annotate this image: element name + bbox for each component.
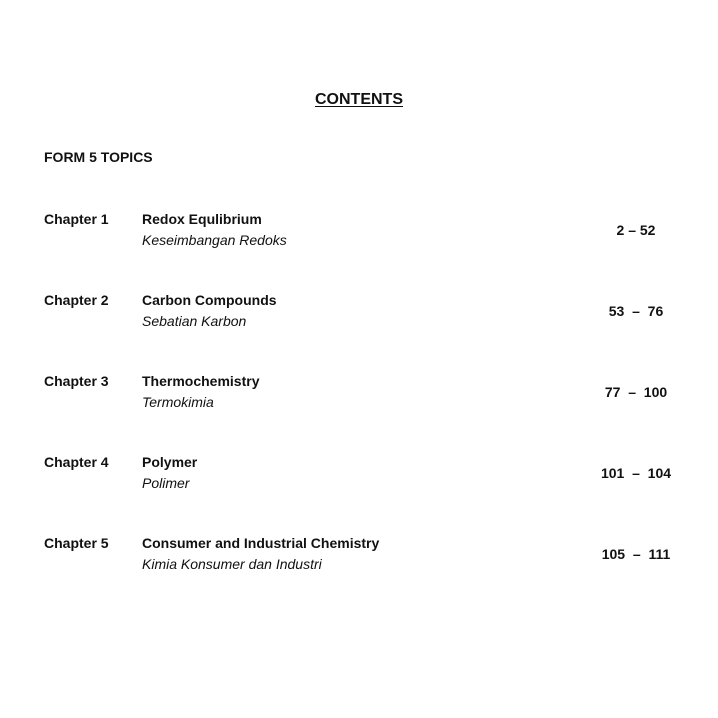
chapter-title-malay: Keseimbangan Redoks xyxy=(142,232,287,248)
chapter-label: Chapter 5 xyxy=(44,535,109,551)
chapter-page-range: 53 – 76 xyxy=(608,303,664,319)
chapter-title-english: Thermochemistry xyxy=(142,373,260,389)
chapter-page-range: 77 – 100 xyxy=(604,384,668,400)
chapter-row-2 xyxy=(44,292,684,336)
chapter-title-malay: Kimia Konsumer dan Industri xyxy=(142,556,322,572)
chapter-title-malay: Termokimia xyxy=(142,394,214,410)
chapter-row-3 xyxy=(44,373,684,417)
chapter-title-english: Polymer xyxy=(142,454,198,470)
page-title: CONTENTS xyxy=(315,91,403,108)
chapter-page-range: 101 – 104 xyxy=(600,465,672,481)
chapter-label: Chapter 1 xyxy=(44,211,109,227)
chapter-row-5 xyxy=(44,535,684,579)
chapter-row-1 xyxy=(44,211,684,255)
chapter-title-english: Carbon Compounds xyxy=(142,292,277,308)
chapter-page-range: 105 – 111 xyxy=(601,546,671,562)
chapter-label: Chapter 3 xyxy=(44,373,109,389)
chapter-title-malay: Polimer xyxy=(142,475,190,491)
chapter-label: Chapter 2 xyxy=(44,292,109,308)
chapter-title-english: Consumer and Industrial Chemistry xyxy=(142,535,380,551)
chapter-title-english: Redox Equlibrium xyxy=(142,211,262,227)
chapter-page-range: 2 – 52 xyxy=(616,222,656,238)
section-heading: FORM 5 TOPICS xyxy=(44,149,153,165)
chapter-label: Chapter 4 xyxy=(44,454,109,470)
chapter-title-malay: Sebatian Karbon xyxy=(142,313,247,329)
chapter-row-4 xyxy=(44,454,684,498)
